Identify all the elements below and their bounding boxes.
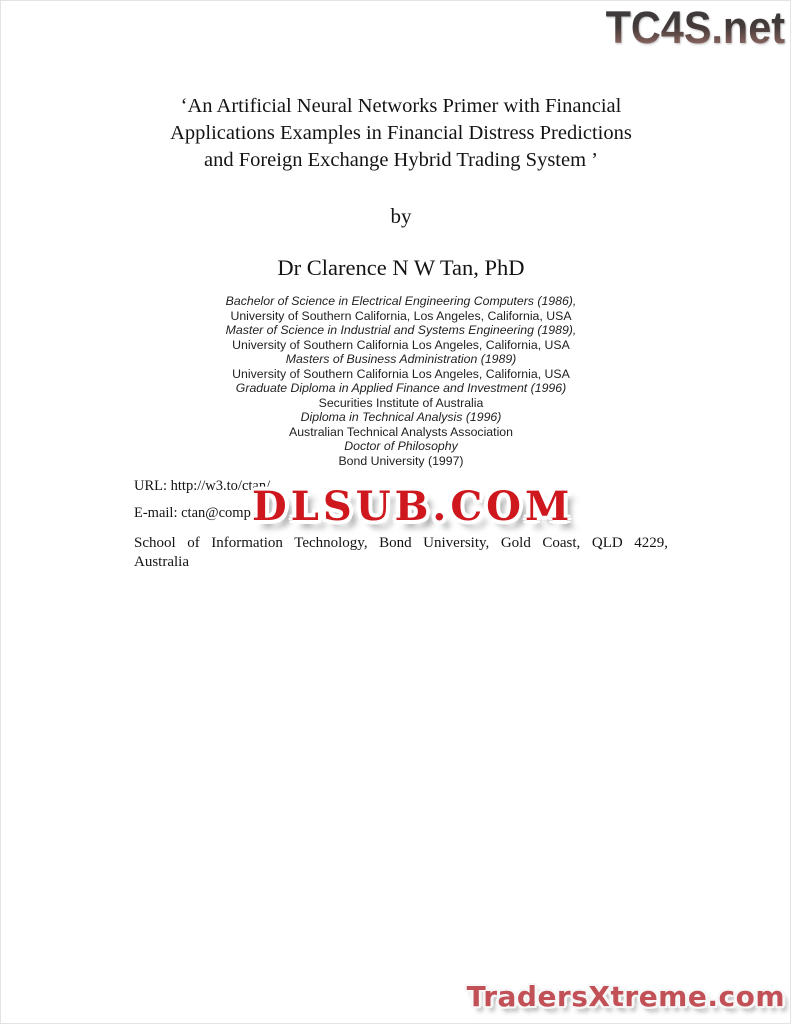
title-line-3: and Foreign Exchange Hybrid Trading System ’: [203, 149, 598, 171]
tc4s-watermark-logo: TC4S.net: [605, 2, 785, 53]
affiliation-line-2: Australia: [134, 554, 189, 571]
credential-institution: University of Southern California Los Angeles, California, USA: [232, 366, 570, 381]
dlsub-watermark-logo: DLSUB.COM: [252, 483, 574, 530]
title-line-1: ‘An Artificial Neural Networks Primer with Financial: [180, 95, 622, 117]
byline: by: [390, 204, 412, 228]
credential-institution: Securities Institute of Australia: [318, 395, 484, 410]
credential-degree: Diploma in Technical Analysis (1996): [300, 410, 502, 425]
affiliation: [134, 534, 668, 572]
tradersxtreme-watermark-logo: TradersXtreme.com: [466, 980, 785, 1013]
paper-title: [10, 93, 791, 174]
author-name: Dr Clarence N W Tan, PhD: [277, 255, 525, 280]
email-line: E-mail: ctan@comp: [134, 505, 251, 521]
credential-institution: Australian Technical Analysts Association: [289, 424, 513, 439]
credentials-list: [10, 294, 791, 469]
credential-institution: University of Southern California Los Angeles, California, USA: [232, 337, 570, 352]
title-line-2: Applications Examples in Financial Distress Predictions: [170, 122, 632, 144]
url-line: URL: http://w3.to/ctan/: [134, 478, 271, 494]
credential-degree: Bachelor of Science in Electrical Engineering Computers (1986),: [225, 294, 577, 308]
credential-institution: University of Southern California, Los Angeles, California, USA: [230, 308, 572, 323]
credential-institution: Bond University (1997): [338, 454, 464, 469]
credential-degree: Graduate Diploma in Applied Finance and Investment (1996): [235, 381, 567, 396]
credential-degree: Master of Science in Industrial and Systems Engineering (1989),: [225, 323, 577, 338]
credential-degree: Doctor of Philosophy: [344, 439, 458, 454]
credential-degree: Masters of Business Administration (1989): [285, 352, 517, 367]
affiliation-line-1: School of Information Technology, Bond University, Gold Coast, QLD 4229,: [134, 535, 668, 551]
